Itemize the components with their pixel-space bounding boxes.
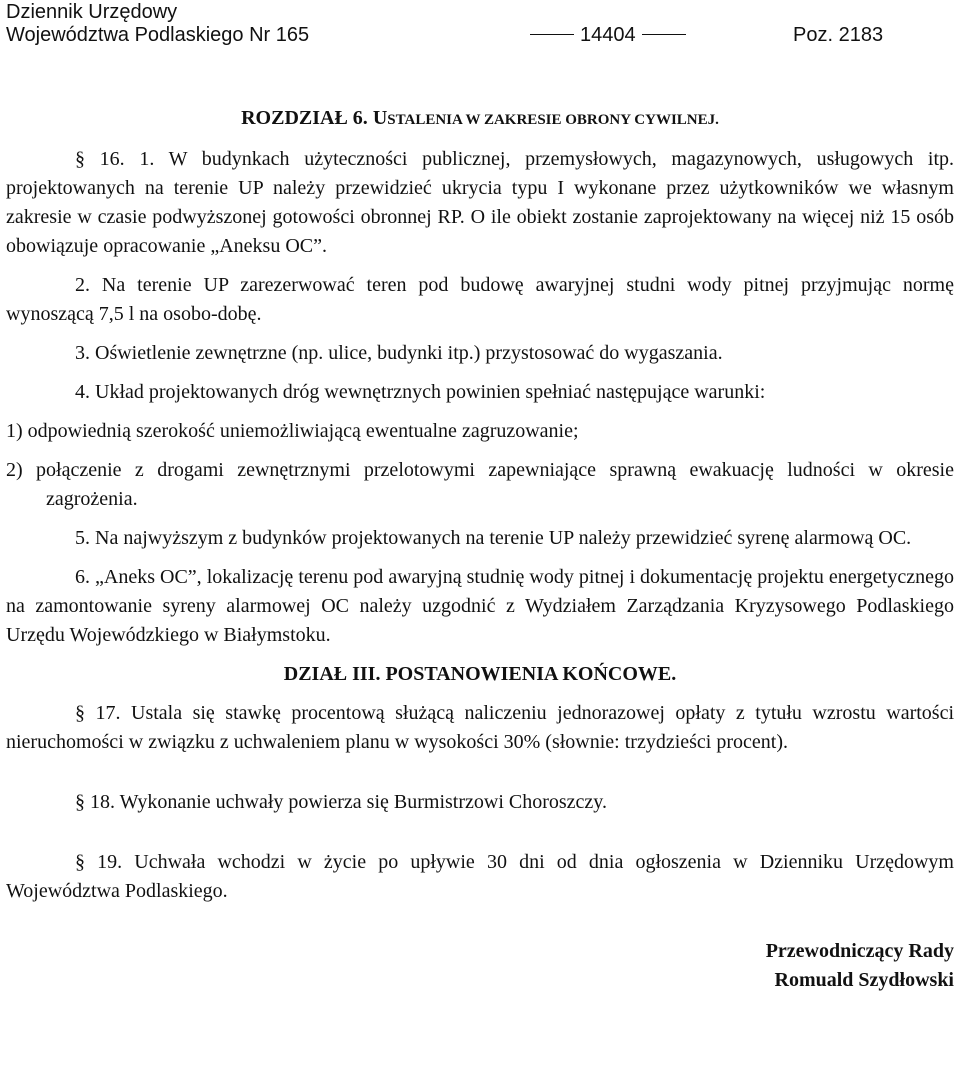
s16-paragraph-6: 6. „Aneks OC”, lokalizację terenu pod awaryjną studnię wody pitnej i dokumentację projektu energetycznego na zamontowanie syreny alarmowej OC należy uzgodnić z Wydziałem Zarządzania Kryzysowego Podlaskiego Urzędu Wojewódzkiego w Białymstoku.: [6, 566, 954, 646]
page-number-group: [524, 23, 692, 47]
s16-paragraph-2: 2. Na terenie UP zarezerwować teren pod budowę awaryjnej studni wody pitnej przyjmując normę wynoszącą 7,5 l na osobo-dobę.: [6, 274, 954, 325]
s19-paragraph: § 19. Uchwała wchodzi w życie po upływie 30 dni od dnia ogłoszenia w Dzienniku Urzędowym Województwa Podlaskiego.: [6, 851, 954, 902]
s16-paragraph-4: 4. Układ projektowanych dróg wewnętrznych powinien spełniać następujące warunki:: [75, 381, 766, 403]
chapter-title: STALENIA W ZAKRESIE OBRONY CYWILNEJ.: [387, 112, 719, 128]
s16-paragraph-5: 5. Na najwyższym z budynków projektowanych na terenie UP należy przewidzieć syrenę alarmową OC.: [75, 527, 912, 549]
page-dash-left: [530, 34, 574, 35]
document-body: [6, 104, 954, 995]
chapter-prefix: ROZDZIAŁ 6.: [241, 107, 373, 129]
signature-role: Przewodniczący Rady: [765, 940, 954, 962]
chapter-initial: U: [372, 107, 388, 129]
s18-paragraph: § 18. Wykonanie uchwały powierza się Burmistrzowi Choroszczy.: [75, 791, 607, 813]
position-number: Poz. 2183: [793, 24, 884, 46]
s16-paragraph-4-point-2: 2) połączenie z drogami zewnętrznymi przelotowymi zapewniające sprawną ewakuację ludności w okresie zagrożenia.: [6, 459, 954, 510]
signature-name: Romuald Szydłowski: [774, 969, 954, 991]
page-number: 14404: [580, 24, 636, 46]
division-heading: DZIAŁ III. POSTANOWIENIA KOŃCOWE.: [283, 663, 677, 685]
journal-title: Dziennik Urzędowy: [6, 1, 178, 23]
s16-paragraph-4-point-1: 1) odpowiednią szerokość uniemożliwiającą ewentualne zagruzowanie;: [6, 420, 579, 442]
s16-paragraph-3: 3. Oświetlenie zewnętrzne (np. ulice, budynki itp.) przystosować do wygaszania.: [75, 342, 723, 364]
s17-paragraph: § 17. Ustala się stawkę procentową służącą naliczeniu jednorazowej opłaty z tytułu wzrostu wartości nieruchomości w związku z uchwaleniem planu w wysokości 30% (słownie: trzydzieści procent).: [6, 702, 954, 753]
chapter-heading: [6, 104, 954, 135]
page-dash-right: [642, 34, 686, 35]
s16-paragraph-1: § 16. 1. W budynkach użyteczności publicznej, przemysłowych, magazynowych, usługowych itp. projektowanych na terenie UP należy przewidzieć ukrycia typu I wykonane przez użytkowników we własnym zakresie w czasie podwyższonej gotowości obronnej RP. O ile obiekt zostanie zaprojektowany na więcej niż 15 osób obowiązuje opracowanie „Aneksu OC”.: [6, 148, 954, 257]
journal-subtitle: Województwa Podlaskiego Nr 165: [6, 24, 310, 46]
